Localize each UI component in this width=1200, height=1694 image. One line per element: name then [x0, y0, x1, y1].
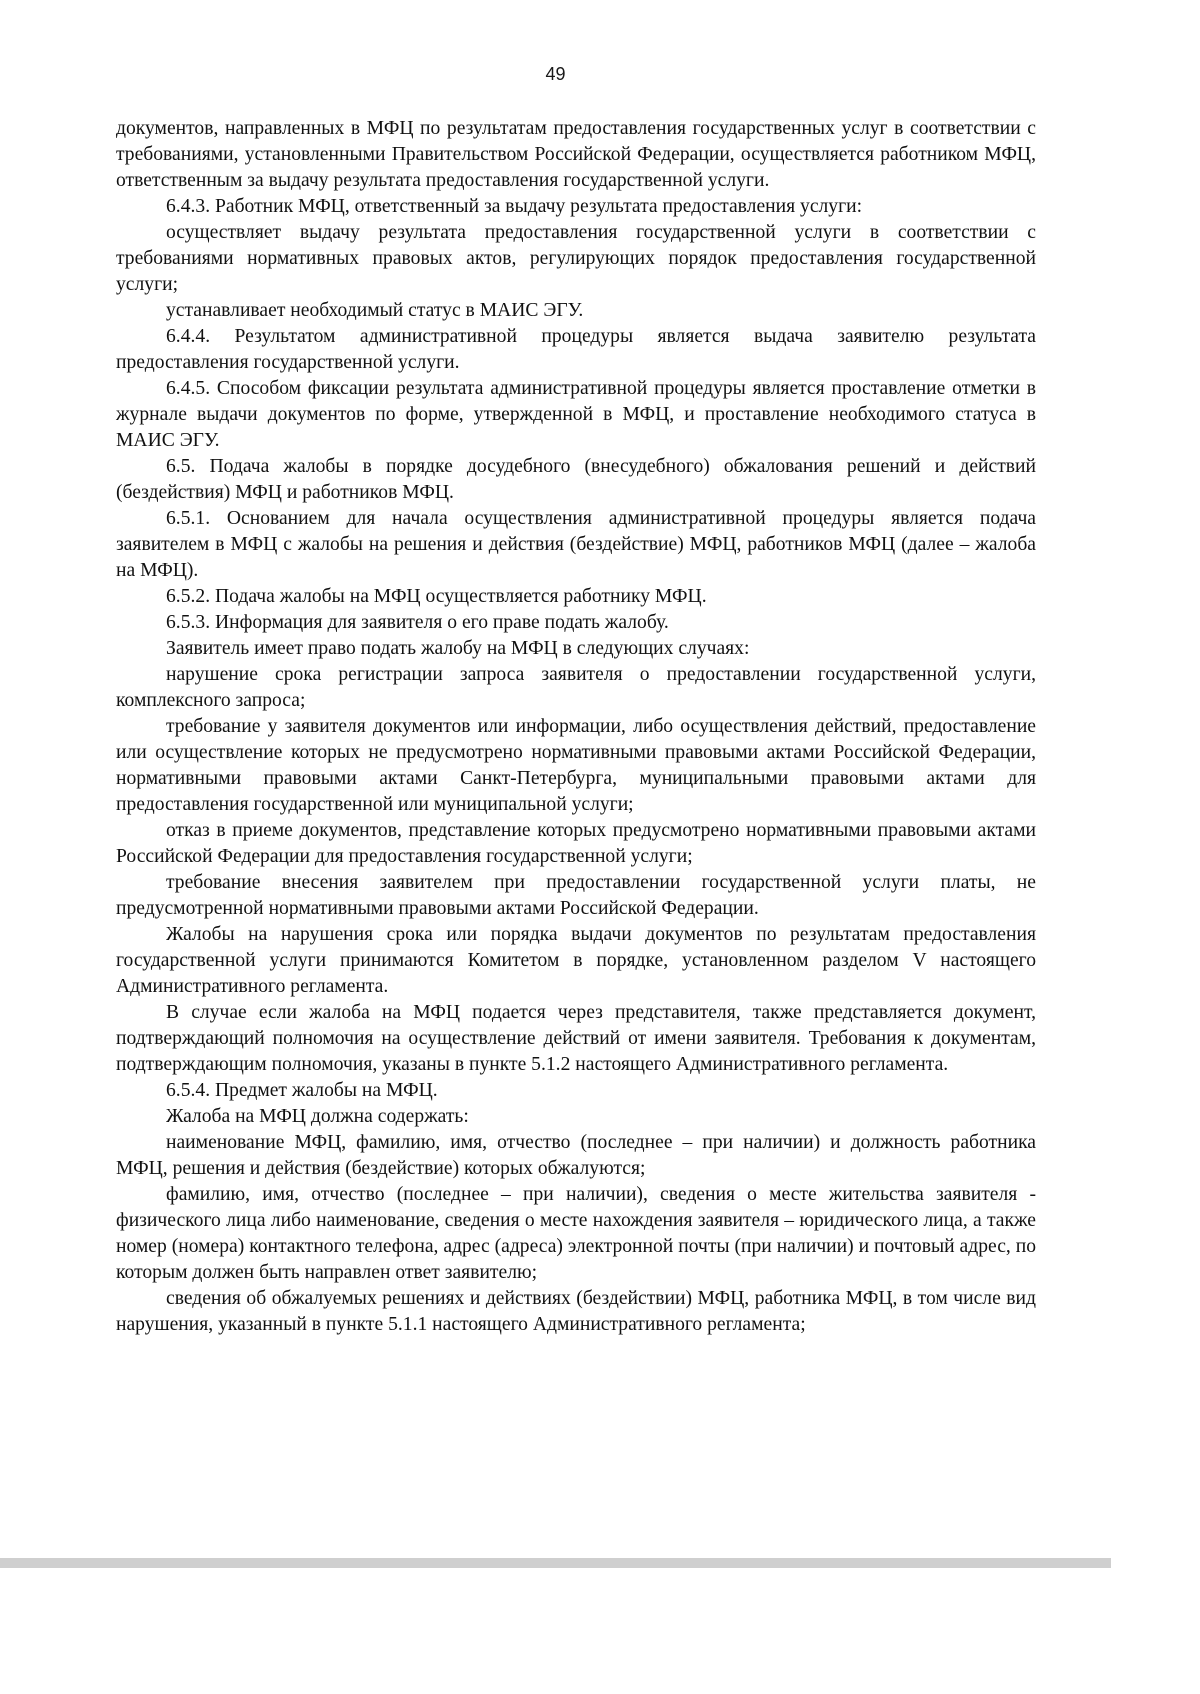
scan-bottom-edge — [0, 1558, 1111, 1568]
paragraph: сведения об обжалуемых решениях и действиях (бездействии) МФЦ, работника МФЦ, в том числе вид нарушения, указанный в пункте 5.1.1 настоящего Административного регламента; — [116, 1288, 1036, 1335]
paragraph: требование у заявителя документов или информации, либо осуществления действий, предоставление или осуществление которых не предусмотрено нормативными правовыми актами Российской Федерации, нормативными правовыми актами Санкт-Петербурга, муниципальными правовыми актами для предоставления государственной или муниципальной услуги; — [116, 716, 1036, 815]
paragraph: отказ в приеме документов, представление которых предусмотрено нормативными правовыми актами Российской Федерации для предоставления государственной услуги; — [116, 820, 1036, 867]
paragraph: 6.4.5. Способом фиксации результата административной процедуры является проставление отметки в журнале выдачи документов по форме, утвержденной в МФЦ, и проставление необходимого статуса в МАИС ЭГУ. — [116, 378, 1036, 451]
paragraph: 6.5.3. Информация для заявителя о его праве подать жалобу. — [166, 612, 669, 633]
paragraph: 6.4.3. Работник МФЦ, ответственный за выдачу результата предоставления услуги: — [166, 196, 863, 217]
paragraph: требование внесения заявителем при предоставлении государственной услуги платы, не предусмотренной нормативными правовыми актами Российской Федерации. — [116, 872, 1036, 919]
paragraph: фамилию, имя, отчество (последнее – при наличии), сведения о месте жительства заявителя - физического лица либо наименование, сведения о месте нахождения заявителя – юридического лица, а также номер (номера) контактного телефона, адрес (адреса) электронной почты (при наличии) и почтовый адрес, по которым должен быть направлен ответ заявителю; — [116, 1184, 1036, 1283]
paragraph: В случае если жалоба на МФЦ подается через представителя, также представляется документ, подтверждающий полномочия на осуществление действий от имени заявителя. Требования к документам, подтверждающим полномочия, указаны в пункте 5.1.2 настоящего Административного регламента. — [116, 1002, 1036, 1075]
paragraph: 6.4.4. Результатом административной процедуры является выдача заявителю результата предоставления государственной услуги. — [116, 326, 1036, 373]
paragraph: 6.5.2. Подача жалобы на МФЦ осуществляется работнику МФЦ. — [166, 586, 707, 607]
document-body — [116, 116, 1036, 1338]
paragraph: Жалоба на МФЦ должна содержать: — [166, 1106, 469, 1127]
paragraph: Жалобы на нарушения срока или порядка выдачи документов по результатам предоставления государственной услуги принимаются Комитетом в порядке, установленном разделом V настоящего Административного регламента. — [116, 924, 1036, 997]
paragraph: осуществляет выдачу результата предоставления государственной услуги в соответствии с требованиями нормативных правовых актов, регулирующих порядок предоставления государственной услуги; — [116, 222, 1036, 295]
paragraph: устанавливает необходимый статус в МАИС ЭГУ. — [166, 300, 584, 321]
paragraph: документов, направленных в МФЦ по результатам предоставления государственных услуг в соответствии с требованиями, установленными Правительством Российской Федерации, осуществляется работником МФЦ, ответственным за выдачу результата предоставления государственной услуги. — [116, 118, 1036, 191]
paragraph: 6.5.4. Предмет жалобы на МФЦ. — [166, 1080, 438, 1101]
paragraph: 6.5. Подача жалобы в порядке досудебного (внесудебного) обжалования решений и действий (бездействия) МФЦ и работников МФЦ. — [116, 456, 1036, 503]
page-number: 49 — [545, 64, 566, 84]
paragraph: наименование МФЦ, фамилию, имя, отчество (последнее – при наличии) и должность работника МФЦ, решения и действия (бездействие) которых обжалуются; — [116, 1132, 1036, 1179]
paragraph: Заявитель имеет право подать жалобу на МФЦ в следующих случаях: — [166, 638, 750, 659]
paragraph: 6.5.1. Основанием для начала осуществления административной процедуры является подача заявителем в МФЦ с жалобы на решения и действия (бездействие) МФЦ, работников МФЦ (далее – жалоба на МФЦ). — [116, 508, 1036, 581]
paragraph: нарушение срока регистрации запроса заявителя о предоставлении государственной услуги, комплексного запроса; — [116, 664, 1036, 711]
